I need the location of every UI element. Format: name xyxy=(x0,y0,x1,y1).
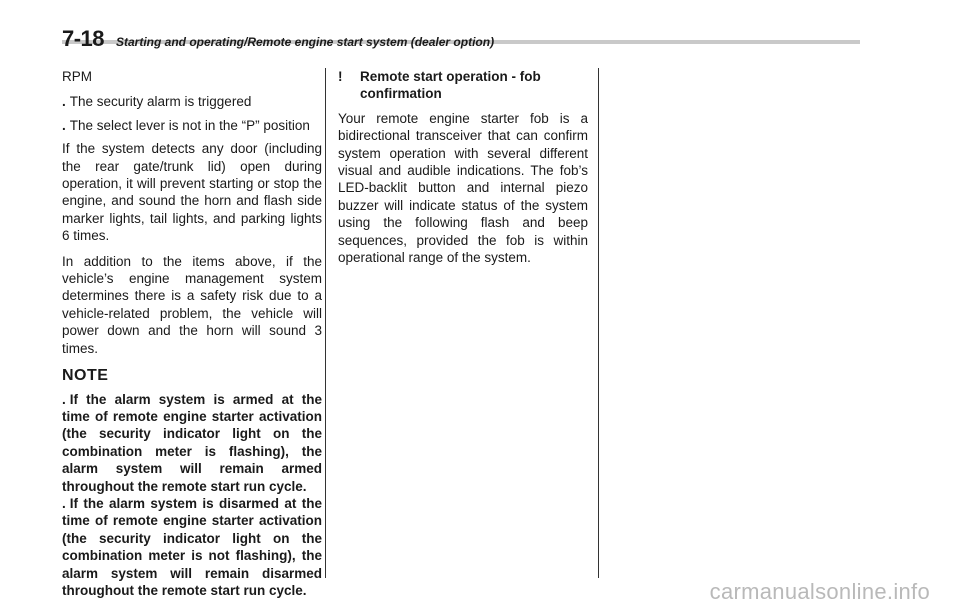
note-item xyxy=(62,495,322,599)
page-number: 7-18 xyxy=(62,26,105,51)
bullet-marker: . xyxy=(62,391,66,407)
warning-marker-icon: ! xyxy=(338,69,343,84)
body-paragraph: If the system detects any door (including the rear gate/trunk lid) open during operation, it will prevent starting or stop the engine, and sound the horn and flash side marker lights, tail lights, and parking lights 6 times. xyxy=(62,141,322,244)
bullet-marker: . xyxy=(62,94,66,110)
body-paragraph: In addition to the items above, if the vehicle’s engine management system determines there is a safety risk due to a vehicle-related problem, the vehicle will power down and the horn will sound 3 times. xyxy=(62,253,322,356)
left-column xyxy=(62,68,322,599)
note-text: If the alarm system is disarmed at the time of remote engine starter activation (the security indicator light on the combination meter is not flashing), the alarm system will remain disarmed throughout the remote start run cycle. xyxy=(62,495,322,598)
note-item xyxy=(62,391,322,495)
bullet-item xyxy=(62,117,322,134)
bullet-text: The select lever is not in the “P” position xyxy=(69,117,310,133)
bullet-marker: . xyxy=(62,495,66,511)
section-title: Starting and operating/Remote engine start system (dealer option) xyxy=(116,35,495,49)
lead-text: RPM xyxy=(62,69,92,84)
bullet-item xyxy=(62,93,322,110)
subheading-text: Remote start operation - fob confirmation xyxy=(360,69,541,102)
column-divider xyxy=(325,68,326,578)
bullet-marker: . xyxy=(62,117,66,133)
note-heading: NOTE xyxy=(62,367,109,385)
bullet-text: The security alarm is triggered xyxy=(69,94,252,110)
watermark: carmanualsonline.info xyxy=(709,579,930,604)
page-header xyxy=(62,26,860,52)
subheading xyxy=(338,68,588,103)
right-column xyxy=(338,68,588,274)
body-paragraph: Your remote engine starter fob is a bidirectional transceiver that can confirm system operation with several different visual and audible indications. The fob’s LED-backlit button and internal piezo buzzer will indicate status of the system using the following flash and beep sequences, provided the fob is within operational range of the system. xyxy=(338,110,588,266)
note-text: If the alarm system is armed at the time of remote engine starter activation (the security indicator light on the combination meter is flashing), the alarm system will remain armed throughout the remote start run cycle. xyxy=(62,391,322,494)
column-divider xyxy=(598,68,599,578)
